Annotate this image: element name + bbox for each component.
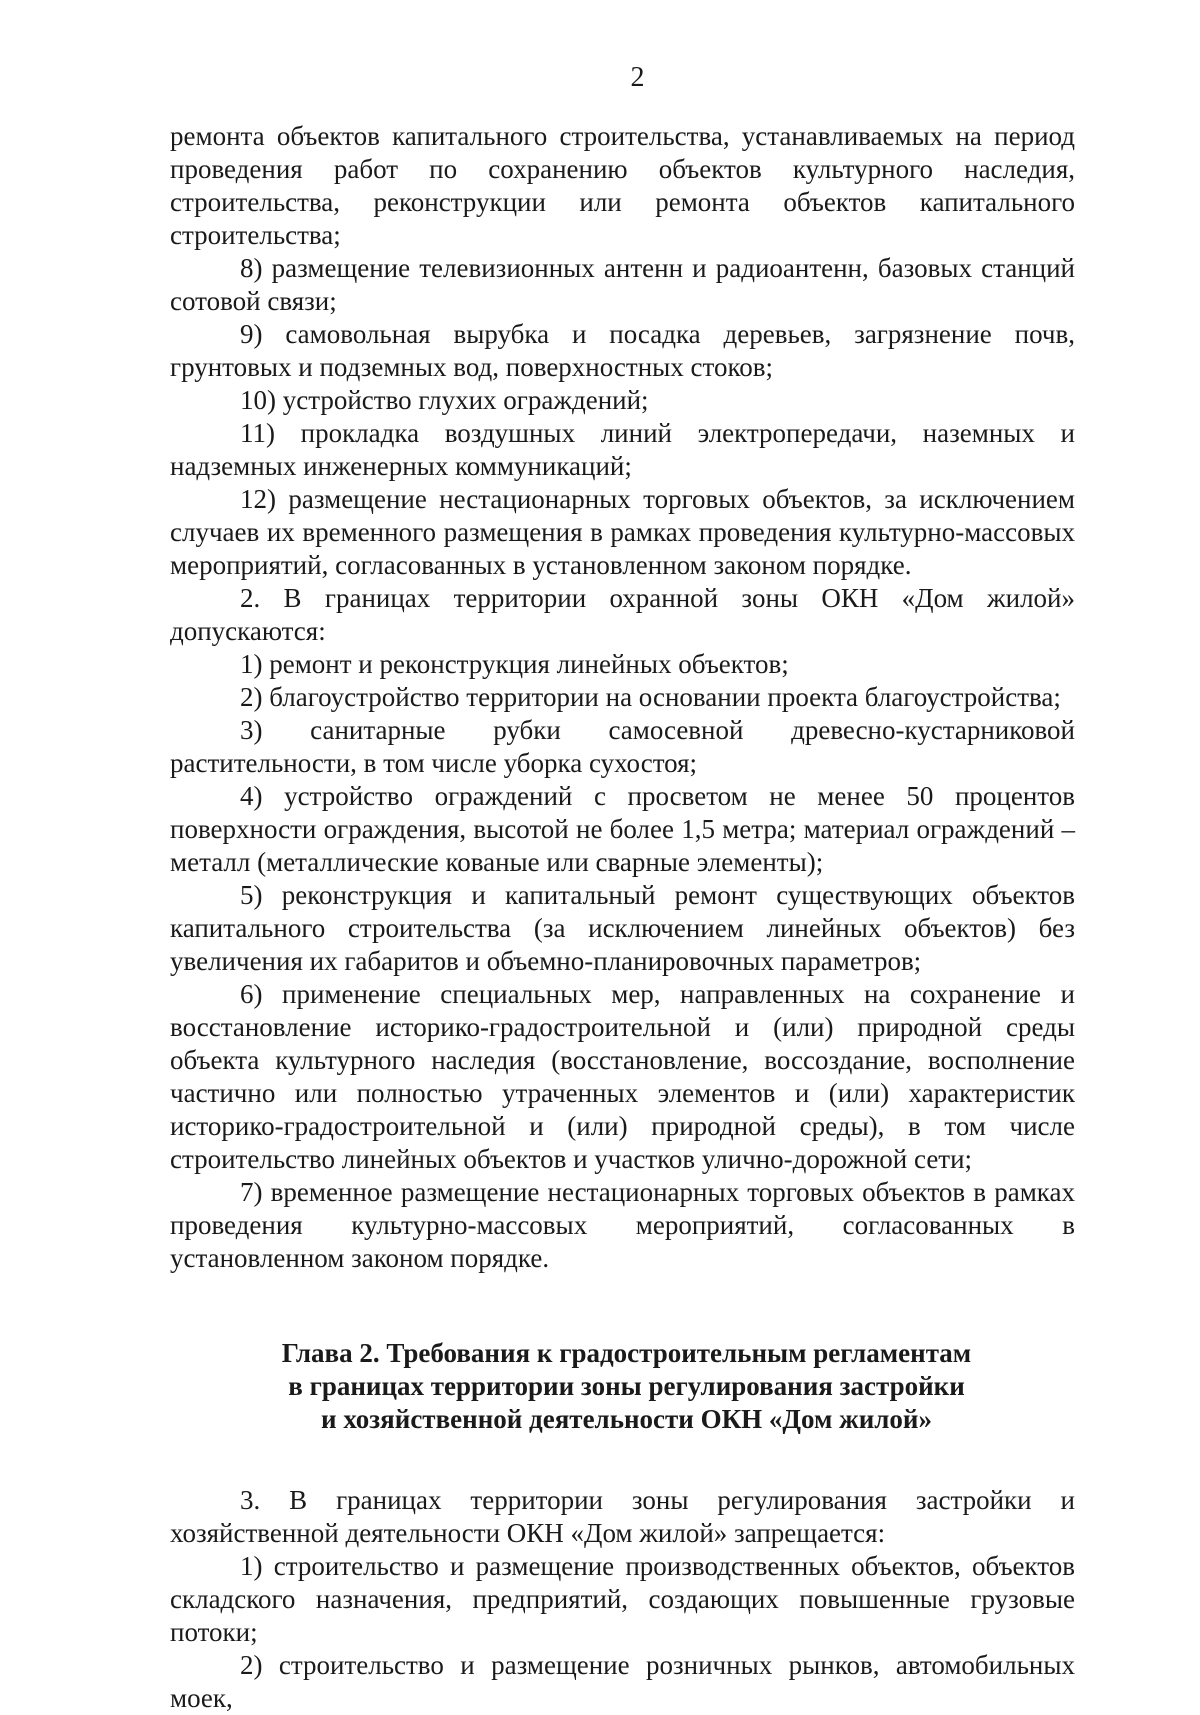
list-item: 6) применение специальных мер, направленных на сохранение и восстановление историко-градостроительной и (или) природной среды объекта культурного наследия (восстановление, воссоздание, восполнение частично или полностью утраченных элементов и (или) характеристик историко-градостроительной и (или) природной среды), в том числе строительство линейных объектов и участков улично-дорожной сети; (170, 979, 1075, 1174)
list-item: 2) строительство и размещение розничных рынков, автомобильных моек, (170, 1650, 1075, 1713)
chapter-heading-line: Глава 2. Требования к градостроительным регламентам (281, 1338, 972, 1368)
list-item: 4) устройство ограждений с просветом не менее 50 процентов поверхности ограждения, высотой не более 1,5 метра; материал ограждений – металл (металлические кованые или сварные элементы); (170, 781, 1075, 877)
list-item: 2) благоустройство территории на основании проекта благоустройства; (240, 682, 1061, 712)
clause-paragraph: 3. В границах территории зоны регулирования застройки и хозяйственной деятельности ОКН «Дом жилой» запрещается: (170, 1485, 1075, 1548)
list-item: 1) ремонт и реконструкция линейных объектов; (240, 649, 789, 679)
chapter-heading-line: и хозяйственной деятельности ОКН «Дом жилой» (321, 1404, 932, 1434)
list-item: 12) размещение нестационарных торговых объектов, за исключением случаев их временного размещения в рамках проведения культурно-массовых мероприятий, согласованных в установленном законом порядке. (170, 484, 1075, 580)
section-regulation-zone (170, 1484, 1075, 1715)
chapter-heading-line: в границах территории зоны регулирования застройки (288, 1371, 965, 1401)
list-item: 9) самовольная вырубка и посадка деревьев, загрязнение почв, грунтовых и подземных вод, поверхностных стоков; (170, 319, 1075, 382)
list-item: 8) размещение телевизионных антенн и радиоантенн, базовых станций сотовой связи; (170, 253, 1075, 316)
list-item: 3) санитарные рубки самосевной древесно-кустарниковой растительности, в том числе уборка сухостоя; (170, 715, 1075, 778)
list-item: 7) временное размещение нестационарных торговых объектов в рамках проведения культурно-массовых мероприятий, согласованных в установленном законом порядке. (170, 1177, 1075, 1273)
section-prohibitions-and-permissions (170, 120, 1075, 1275)
page-number: 2 (630, 62, 645, 93)
chapter-heading (170, 1337, 1075, 1436)
paragraph: ремонта объектов капитального строительства, устанавливаемых на период проведения работ по сохранению объектов культурного наследия, строительства, реконструкции или ремонта объектов капитального строительства; (170, 121, 1075, 250)
list-item: 1) строительство и размещение производственных объектов, объектов складского назначения, предприятий, создающих повышенные грузовые потоки; (170, 1551, 1075, 1647)
list-item: 11) прокладка воздушных линий электропередачи, наземных и надземных инженерных коммуникаций; (170, 418, 1075, 481)
list-item: 10) устройство глухих ограждений; (240, 385, 649, 415)
clause-paragraph: 2. В границах территории охранной зоны ОКН «Дом жилой» допускаются: (170, 583, 1075, 646)
list-item: 5) реконструкция и капитальный ремонт существующих объектов капитального строительства (за исключением линейных объектов) без увеличения их габаритов и объемно-планировочных параметров; (170, 880, 1075, 976)
